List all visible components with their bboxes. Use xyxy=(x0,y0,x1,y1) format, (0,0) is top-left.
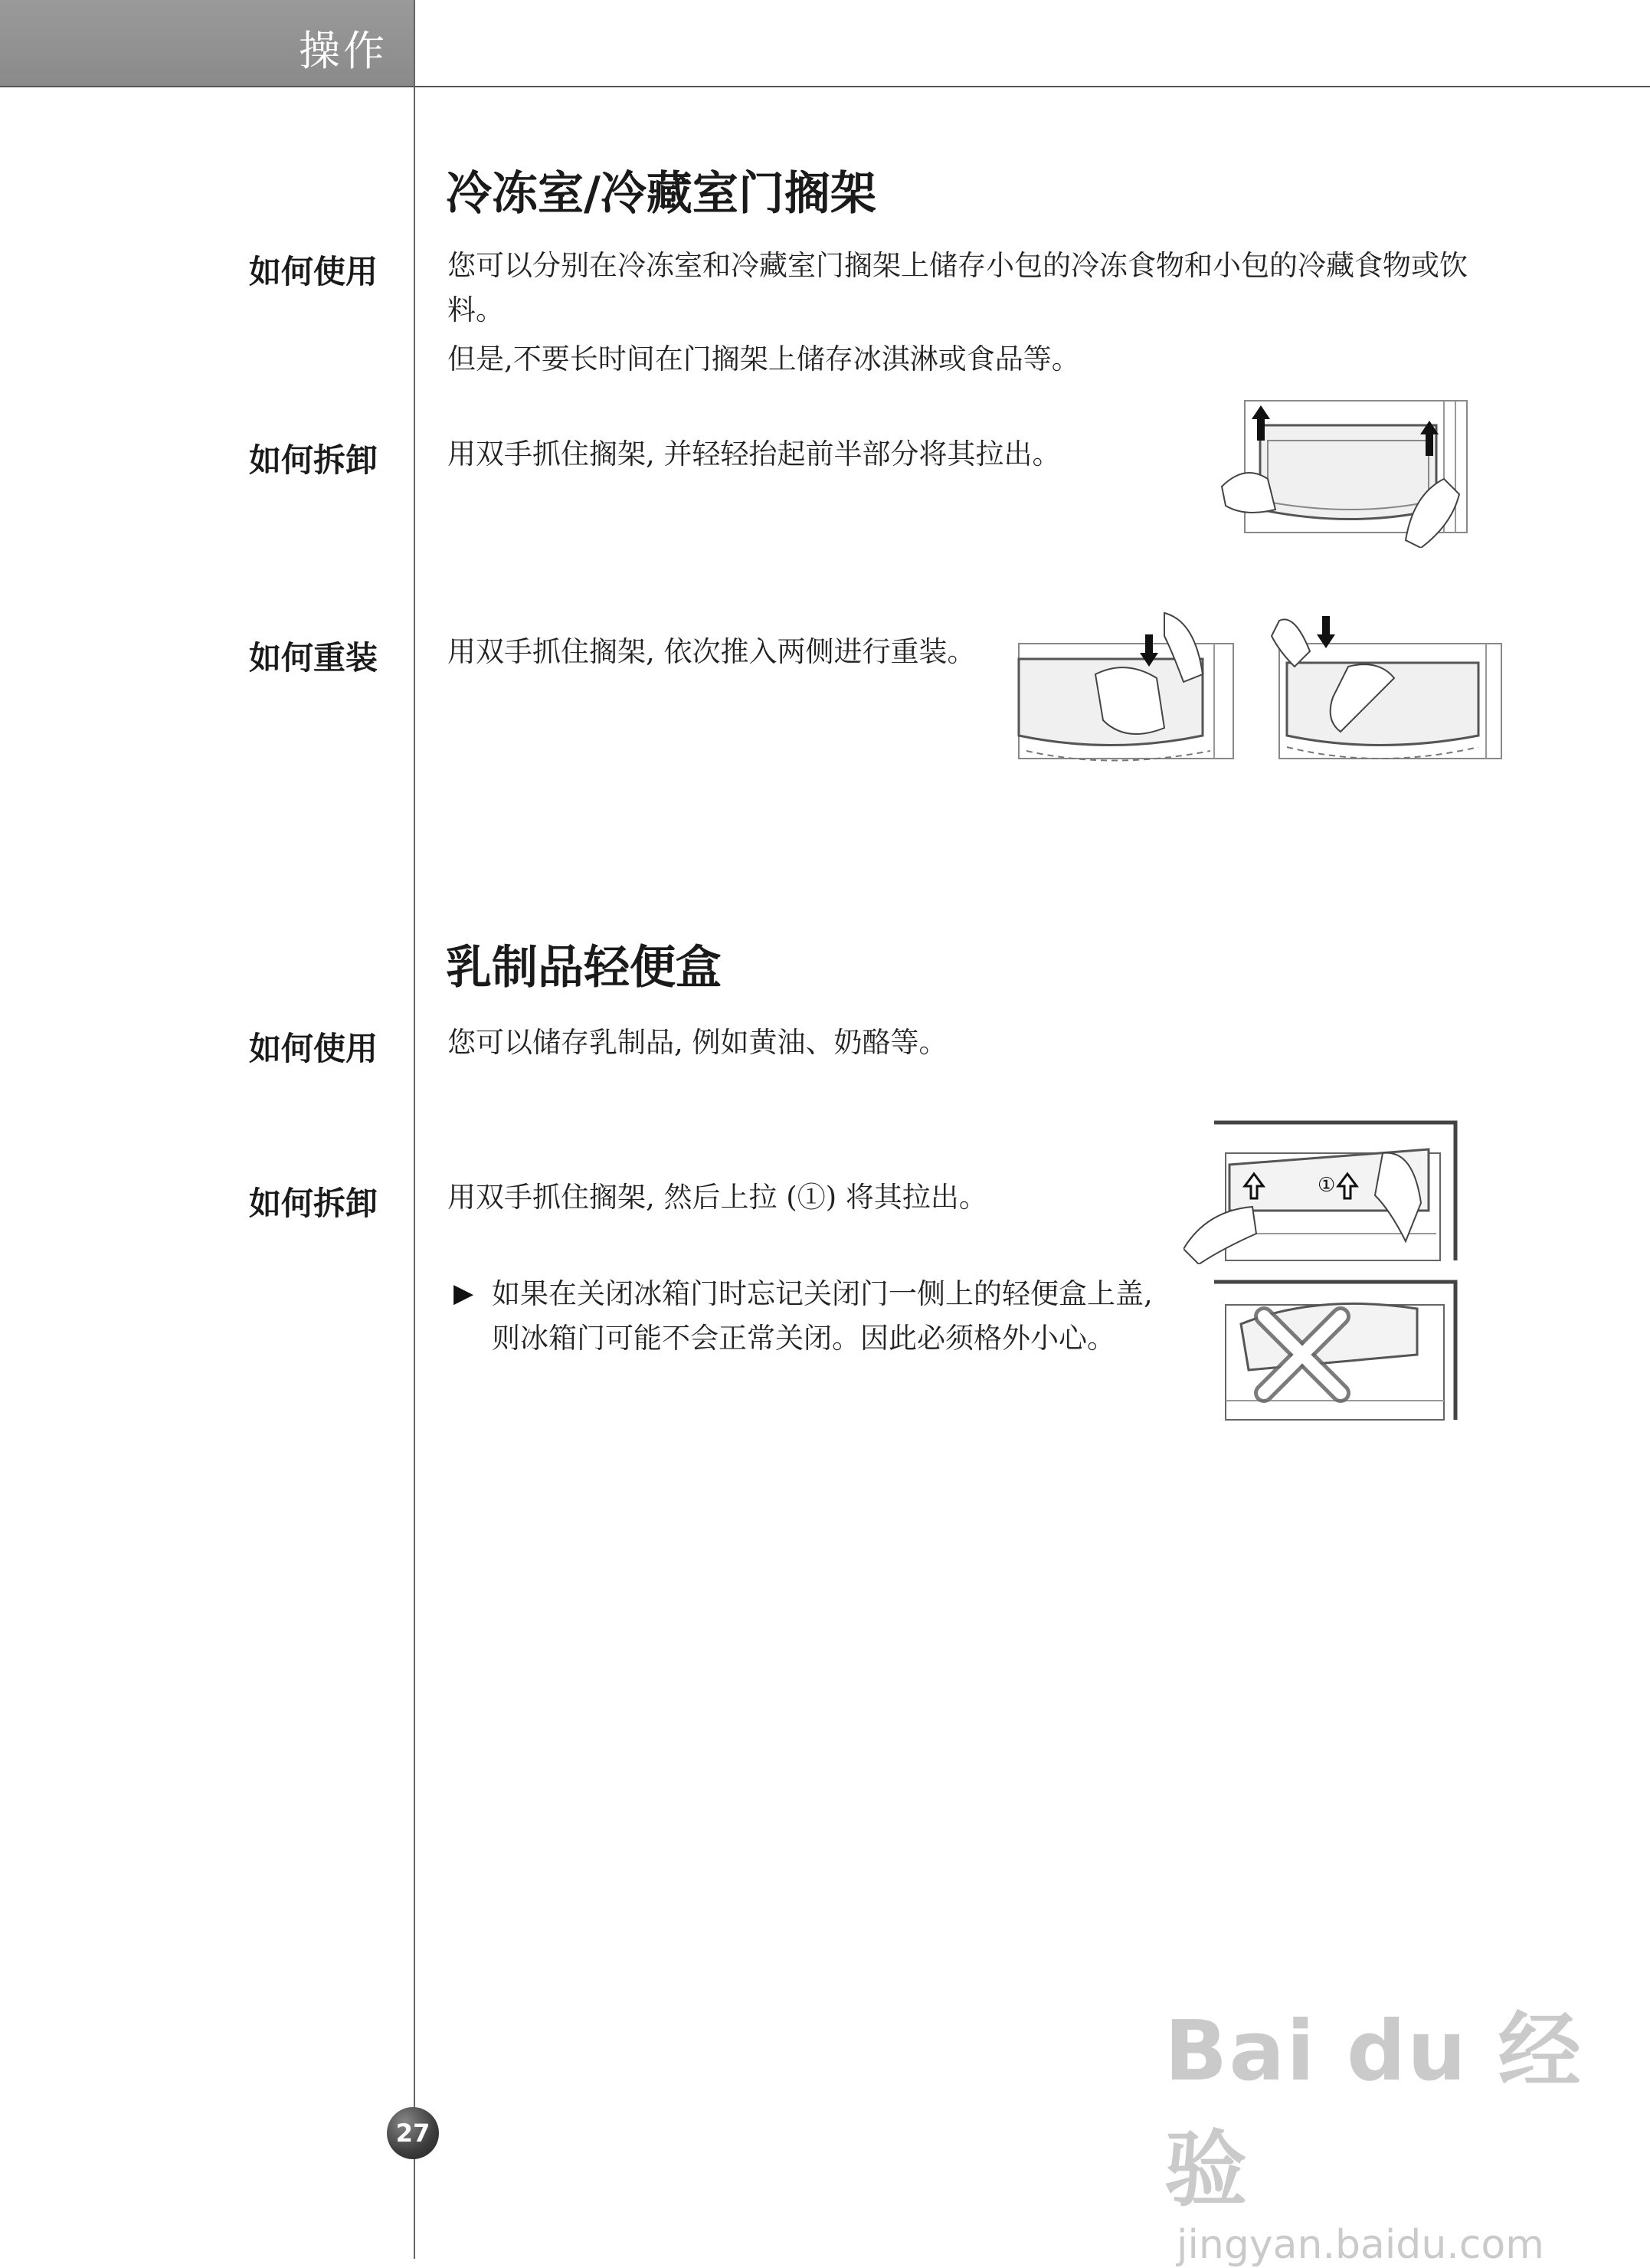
text-dairy-note xyxy=(492,1272,1153,1361)
watermark xyxy=(1164,1984,1650,2268)
text-dairy-how-to-remove: 用双手抓住搁架, 然后上拉 (①) 将其拉出。 xyxy=(447,1181,987,1214)
watermark-url: jingyan.baidu.com xyxy=(1177,2222,1544,2268)
watermark-brand: Bai du 经验 xyxy=(1164,2004,1583,2218)
text-dairy-how-to-use: 您可以储存乳制品, 例如黄油、奶酪等。 xyxy=(447,1026,948,1059)
note-line-2: 则冰箱门可能不会正常关闭。因此必须格外小心。 xyxy=(492,1322,1115,1355)
shelf-reinstall-illustration-right xyxy=(1264,605,1509,770)
label-dairy-how-to-remove: 如何拆卸 xyxy=(249,1185,378,1222)
section-title-door-shelf: 冷冻室/冷藏室门搁架 xyxy=(446,167,876,221)
label-how-to-use: 如何使用 xyxy=(249,253,378,290)
label-dairy-how-to-use: 如何使用 xyxy=(249,1030,378,1067)
text-how-to-reinstall: 用双手抓住搁架, 依次推入两侧进行重装。 xyxy=(447,635,976,668)
margin-rule xyxy=(414,0,415,2259)
text-how-to-use xyxy=(447,244,1504,382)
shelf-removal-illustration xyxy=(1214,395,1482,548)
header-rule xyxy=(0,86,1650,87)
text-how-to-use-p1: 您可以分别在冷冻室和冷藏室门搁架上储存小包的冷冻食物和小包的冷藏食物或饮料。 xyxy=(447,249,1468,326)
label-how-to-reinstall: 如何重装 xyxy=(249,639,378,677)
text-how-to-use-p2: 但是,不要长时间在门搁架上储存冰淇淋或食品等。 xyxy=(447,342,1080,375)
section-title-dairy-box: 乳制品轻便盒 xyxy=(446,941,722,995)
shelf-reinstall-illustration-left xyxy=(1011,605,1241,770)
header-section-label: 操作 xyxy=(299,27,388,75)
header-section-tab xyxy=(0,0,414,86)
note-line-1: 如果在关闭冰箱门时忘记关闭门一侧上的轻便盒上盖, xyxy=(492,1277,1153,1310)
dairy-box-warning-illustration xyxy=(1210,1278,1467,1424)
right-triangle-bullet-icon: ▶ xyxy=(453,1278,474,1309)
text-how-to-remove: 用双手抓住搁架, 并轻轻抬起前半部分将其拉出。 xyxy=(447,438,1061,470)
dairy-box-removal-illustration xyxy=(1183,1119,1467,1264)
page-number: 27 xyxy=(387,2107,439,2159)
figure-marker: ① xyxy=(1318,1174,1336,1197)
label-how-to-remove: 如何拆卸 xyxy=(249,441,378,479)
